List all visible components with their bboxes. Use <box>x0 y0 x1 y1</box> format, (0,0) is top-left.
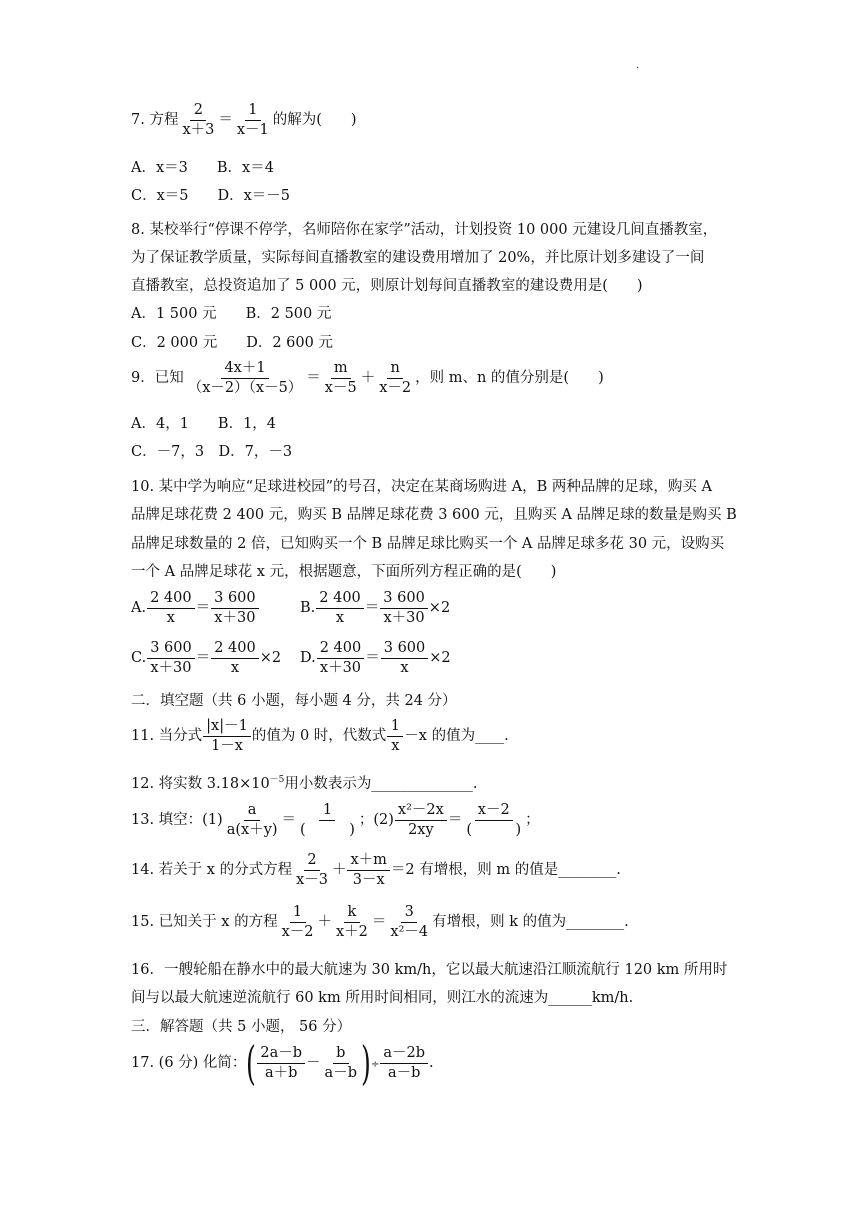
denominator: ( ) <box>300 821 355 838</box>
q13-prefix: 13. 填空：(1) <box>131 812 223 829</box>
numerator: 3 600 <box>381 640 429 659</box>
fraction <box>211 590 259 626</box>
numerator: 2 400 <box>316 590 364 609</box>
question-11 <box>131 718 509 754</box>
q14-suffix: ＝2 有增根，则 m 的值是________. <box>390 862 621 879</box>
q10-line-4: 一个 A 品牌足球花 x 元，根据题意，下面所列方程正确的是( ) <box>131 564 557 580</box>
q9-options-line-2: C．－7，3 D．7，－3 <box>131 444 293 460</box>
numerator: b <box>333 1045 349 1064</box>
question-14 <box>131 852 621 888</box>
equals-sign: ＝ <box>371 914 387 931</box>
q9-fraction-2 <box>322 360 360 396</box>
denominator: x＋3 <box>182 121 215 138</box>
plus-sign: ＋ <box>331 862 347 879</box>
q11-fraction-1 <box>203 718 251 754</box>
q16-line-2-text: 间与以最大航速逆流航行 60 km 所用时间相同，则江水的流速为__ <box>131 990 563 1006</box>
plus-sign: ＋ <box>360 370 376 387</box>
numerator: m <box>331 360 351 379</box>
denominator: a＋b <box>265 1064 298 1081</box>
equals-sign: ＝ <box>447 812 463 829</box>
question-13 <box>131 802 540 838</box>
plus-sign: ＋ <box>317 914 332 931</box>
section-2-heading: 二．填空题（共 6 小题，每小题 4 分，共 24 分） <box>131 693 457 709</box>
division-sign: ÷ <box>370 1059 380 1070</box>
q7-prefix: 7. 方程 <box>131 112 179 129</box>
fraction <box>381 640 429 676</box>
numerator: a－2b <box>380 1045 428 1064</box>
numerator: x²－2x <box>395 802 447 821</box>
q12-exponent: －5 <box>269 775 285 786</box>
equals-sign: ＝ <box>281 812 297 829</box>
denominator: x <box>391 737 400 754</box>
denominator: x <box>335 609 345 626</box>
denominator: x＋30 <box>383 609 425 626</box>
q17-suffix: . <box>428 1055 434 1071</box>
denominator: a－b <box>387 1064 421 1081</box>
q16-blank: ____ <box>562 990 592 1006</box>
q15-fraction-2 <box>333 904 371 940</box>
question-7 <box>131 102 357 138</box>
q15-fraction-3 <box>387 904 431 940</box>
q11-prefix: 11. 当分式 <box>131 728 203 745</box>
denominator: x－5 <box>324 379 357 396</box>
numerator: 1 <box>387 718 403 737</box>
denominator: x－2 <box>379 379 412 396</box>
denominator: x－2 <box>281 923 314 940</box>
q7-suffix: 的解为( ) <box>272 112 357 129</box>
equals-sign: ＝ <box>364 600 380 617</box>
numerator: 2 400 <box>211 640 259 659</box>
q9-fraction-1 <box>185 360 306 396</box>
option-tail: ×2 <box>428 600 451 617</box>
q15-prefix: 15. 已知关于 x 的方程 <box>131 914 278 931</box>
numerator: 3 600 <box>147 640 195 659</box>
numerator: n <box>387 360 403 379</box>
q16-line-2-end: km/h. <box>591 990 634 1006</box>
q14-fraction-1 <box>293 852 331 888</box>
q12-text-before: 12. 将实数 3.18×10 <box>131 776 270 792</box>
fraction <box>380 590 428 626</box>
question-9 <box>131 360 604 396</box>
option-label: C. <box>131 650 147 667</box>
q11-suffix: －x 的值为____. <box>404 728 509 745</box>
q13-separator: ；(2) <box>358 812 394 829</box>
q15-suffix: 有增根，则 k 的值为________. <box>432 914 629 931</box>
option-tail: ×2 <box>259 650 282 667</box>
q10-line-2: 品牌足球花费 2 400 元，购买 B 品牌足球花费 3 600 元，且购买 A 品牌足球的数量是购买 B <box>131 507 737 523</box>
denominator: x＋30 <box>150 659 192 676</box>
fraction <box>316 590 364 626</box>
numerator: a <box>244 802 260 821</box>
q16-line-1: 16．一艘轮船在静水中的最大航速为 30 km/h，它以最大航速沿江顺流航行 120 km 所用时 <box>131 962 728 978</box>
q7-fraction-2 <box>234 102 272 138</box>
denominator: x <box>230 659 240 676</box>
denominator: 2xy <box>408 821 434 838</box>
q9-suffix: ，则 m、n 的值分别是( ) <box>415 370 604 387</box>
equals-sign: ＝ <box>365 650 380 667</box>
equals-sign: ＝ <box>195 600 211 617</box>
denominator: x²－4 <box>390 923 429 940</box>
numerator: 3 <box>401 904 417 923</box>
q17-fraction-3 <box>380 1045 428 1081</box>
q12-text-after: 用小数表示为______________. <box>284 776 478 792</box>
right-bracket-icon: ) <box>361 1036 371 1090</box>
question-17 <box>131 1036 434 1090</box>
numerator: 2 400 <box>147 590 195 609</box>
denominator: x－1 <box>236 121 269 138</box>
q8-options-line-2: C．2 000 元 D．2 600 元 <box>131 335 333 351</box>
numerator: 3 600 <box>380 590 428 609</box>
section-3-heading: 三．解答题（共 5 小题， 56 分） <box>131 1019 352 1035</box>
numerator: 4x＋1 <box>221 360 268 379</box>
q8-options-line-1: A．1 500 元 B．2 500 元 <box>131 306 332 322</box>
q10-option-a <box>131 590 260 626</box>
numerator: |x|－1 <box>203 718 251 737</box>
denominator: x＋30 <box>319 659 362 676</box>
q11-mid: 的值为 0 时，代数式 <box>251 728 387 745</box>
denominator: a(x＋y) <box>226 821 278 838</box>
q10-line-1: 10. 某中学为响应“足球进校园”的号召，决定在某商场购进 A，B 两种品牌的足球，购买 A <box>131 479 712 495</box>
page-marker-dot: . <box>636 60 640 71</box>
denominator: 3－x <box>352 871 385 888</box>
minus-sign: － <box>306 1055 321 1071</box>
q11-fraction-2 <box>387 718 403 754</box>
option-label: B. <box>300 600 316 617</box>
q8-line-3: 直播教室，总投资追加了 5 000 元，则原计划每间直播教室的建设费用是( ) <box>131 278 643 294</box>
q13-fraction-2 <box>297 802 358 838</box>
q13-fraction-1 <box>224 802 281 838</box>
q17-fraction-1 <box>257 1045 305 1081</box>
q10-option-d <box>300 640 451 676</box>
denominator: x＋30 <box>214 609 256 626</box>
option-label: A. <box>131 600 147 617</box>
q9-fraction-3 <box>376 360 414 396</box>
fraction <box>211 640 259 676</box>
denominator: （x－2）（x－5） <box>187 379 303 396</box>
option-label: D. <box>300 650 316 667</box>
numerator: 1 <box>245 102 261 121</box>
denominator: x＋2 <box>335 923 368 940</box>
q10-line-3: 品牌足球数量的 2 倍，已知购买一个 B 品牌足球比购买一个 A 品牌足球多花 30 元，设购买 <box>131 536 725 552</box>
q8-line-1: 8. 某校举行“停课不停学，名师陪你在家学”活动，计划投资 10 000 元建设几间直播教室， <box>131 222 718 238</box>
q17-prefix: 17. (6 分) 化简： <box>131 1055 247 1071</box>
numerator: 1 <box>290 904 306 923</box>
q10-option-b <box>300 590 450 626</box>
fraction <box>147 590 195 626</box>
question-12 <box>131 772 478 793</box>
q13-fraction-4 <box>463 802 524 838</box>
numerator: 2 <box>304 852 320 871</box>
denominator: x－3 <box>296 871 328 888</box>
denominator: x <box>166 609 175 626</box>
equals-sign: ＝ <box>218 112 233 129</box>
denominator: a－b <box>324 1064 357 1081</box>
left-bracket-icon: ( <box>246 1036 257 1090</box>
numerator: 3 600 <box>211 590 259 609</box>
option-tail: ×2 <box>429 650 451 667</box>
numerator: 2 400 <box>317 640 365 659</box>
numerator: x－2 <box>475 802 513 821</box>
question-15 <box>131 904 629 940</box>
denominator: x <box>400 659 409 676</box>
q9-prefix: 9．已知 <box>131 370 184 387</box>
denominator: 1－x <box>211 737 243 754</box>
fraction <box>317 640 365 676</box>
numerator: 2a－b <box>257 1045 305 1064</box>
q16-line-2 <box>131 986 633 1007</box>
q9-options-line-1: A．4，1 B．1，4 <box>131 416 277 432</box>
numerator: x＋m <box>347 852 389 871</box>
q17-fraction-2 <box>322 1045 360 1081</box>
q14-prefix: 14. 若关于 x 的分式方程 <box>131 862 293 879</box>
q13-suffix: ； <box>525 812 540 829</box>
q8-line-2: 为了保证教学质量，实际每间直播教室的建设费用增加了 20%，并比原计划多建设了一间 <box>131 250 705 266</box>
fraction <box>147 640 195 676</box>
q13-fraction-3 <box>395 802 447 838</box>
q10-option-c <box>131 640 281 676</box>
numerator: 2 <box>190 102 206 121</box>
q15-fraction-1 <box>279 904 317 940</box>
q7-options-line-2: C．x＝5 D．x＝－5 <box>131 188 291 204</box>
equals-sign: ＝ <box>306 370 321 387</box>
equals-sign: ＝ <box>195 650 211 667</box>
denominator: ( ) <box>466 821 522 838</box>
numerator: 1 <box>319 802 335 821</box>
q7-options-line-1: A．x＝3 B．x＝4 <box>131 160 274 176</box>
numerator: k <box>344 904 360 923</box>
q7-fraction-1 <box>179 102 217 138</box>
q14-fraction-2 <box>347 852 389 888</box>
